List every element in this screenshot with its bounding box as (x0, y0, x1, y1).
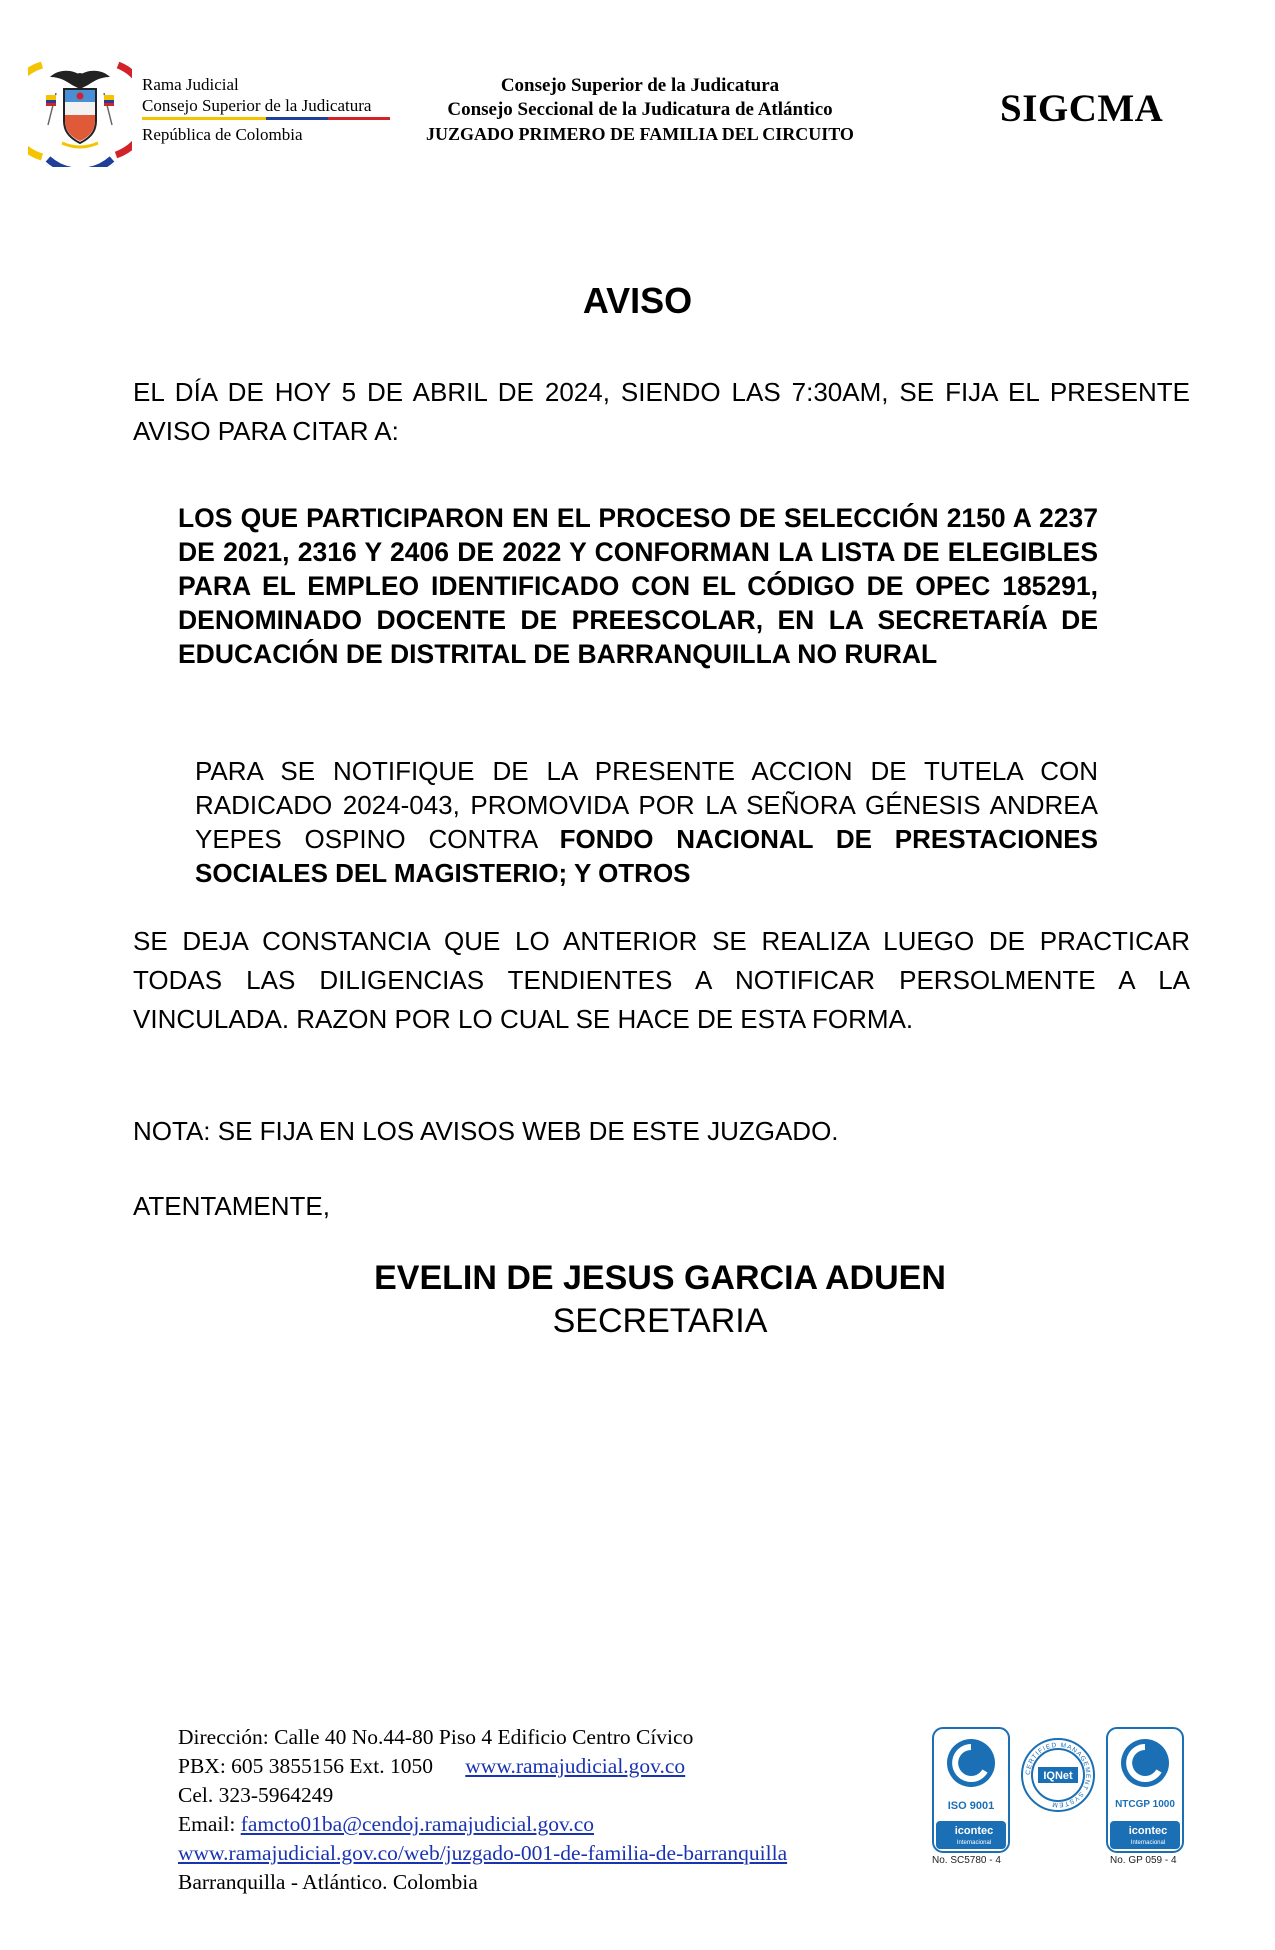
email-line (178, 1810, 938, 1839)
iqnet-certification-icon (1020, 1737, 1096, 1813)
cited-parties-paragraph: LOS QUE PARTICIPARON EN EL PROCESO DE SELECCIÓN 2150 A 2237 DE 2021, 2316 Y 2406 DE 2022 Y CONFORMAN LA LISTA DE ELEGIBLES PARA EL EMPLEO IDENTIFICADO CON EL CÓDIGO DE OPEC 185291, DENOMINADO DOCENTE DE PREESCOLAR, EN LA SECRETARÍA DE EDUCACIÓN DE DISTRITAL DE BARRANQUILLA NO RURAL (178, 503, 1098, 669)
court-header (320, 74, 960, 146)
website-link[interactable]: www.ramajudicial.gov.co (465, 1754, 686, 1778)
signature-block (0, 1257, 1275, 1343)
signer-role: SECRETARIA (552, 1302, 768, 1340)
iso-issuer-sub: Internacional (956, 1840, 992, 1846)
certification-logos (932, 1727, 1192, 1869)
intro-paragraph: EL DÍA DE HOY 5 DE ABRIL DE 2024, SIENDO LAS 7:30AM, SE FIJA EL PRESENTE AVISO PARA CITAR A: (133, 377, 1190, 446)
iso-issuer: icontec (954, 1825, 994, 1837)
iso-cert-number: No. SC5780 - 4 (932, 1855, 1001, 1866)
court-url-line (178, 1839, 938, 1868)
contact-block (178, 1723, 938, 1897)
ntcgp-issuer: icontec (1128, 1825, 1168, 1837)
pbx-text: PBX: 605 3855156 Ext. 1050 (178, 1754, 434, 1778)
note-paragraph: NOTA: SE FIJA EN LOS AVISOS WEB DE ESTE JUZGADO. (133, 1116, 839, 1146)
ntcgp-1000-certification-icon (1106, 1727, 1184, 1853)
iso-9001-certification-icon (932, 1727, 1010, 1853)
cell-line: Cel. 323-5964249 (178, 1783, 334, 1807)
org-line-republic: República de Colombia (142, 125, 303, 144)
page-title: AVISO (582, 280, 693, 321)
court-url-link[interactable]: www.ramajudicial.gov.co/web/juzgado-001-de-familia-de-barranquilla (178, 1841, 788, 1865)
defendant-name: FONDO NACIONAL DE PRESTACIONES SOCIALES DEL MAGISTERIO; Y OTROS (195, 824, 1098, 888)
iqnet-label: IQNet (1043, 1770, 1073, 1782)
ntcgp-label: NTCGP 1000 (1115, 1799, 1175, 1810)
ntcgp-issuer-sub: Internacional (1130, 1840, 1166, 1846)
court-name: JUZGADO PRIMERO DE FAMILIA DEL CIRCUITO (426, 124, 854, 144)
org-line-judicial-branch: Rama Judicial (142, 75, 239, 94)
notification-paragraph (195, 754, 1098, 890)
ntcgp-cert-number: No. GP 059 - 4 (1110, 1855, 1177, 1866)
council-line-sectional: Consejo Seccional de la Judicatura de Atlántico (447, 99, 833, 120)
city-line: Barranquilla - Atlántico. Colombia (178, 1870, 478, 1894)
council-line-superior: Consejo Superior de la Judicatura (500, 75, 780, 96)
signer-name: EVELIN DE JESUS GARCIA ADUEN (374, 1259, 946, 1297)
notification-text: PARA SE NOTIFIQUE DE LA PRESENTE ACCION DE TUTELA CON RADICADO 2024-043, PROMOVIDA POR LA SEÑORA GÉNESIS ANDREA YEPES OSPINO CONTRA (195, 756, 1098, 854)
system-label: SIGCMA (1000, 87, 1164, 130)
email-link[interactable]: famcto01ba@cendoj.ramajudicial.gov.co (240, 1812, 595, 1836)
colombia-coat-of-arms-logo (28, 55, 132, 167)
record-paragraph: SE DEJA CONSTANCIA QUE LO ANTERIOR SE REALIZA LUEGO DE PRACTICAR TODAS LAS DILIGENCIAS TENDIENTES A NOTIFICAR PERSOLMENTE A LA VINCULADA. RAZON POR LO CUAL SE HACE DE ESTA FORMA. (133, 926, 1190, 1034)
closing-salutation: ATENTAMENTE, (133, 1191, 330, 1221)
org-line-superior-council: Consejo Superior de la Judicatura (142, 96, 372, 115)
phone-line (178, 1752, 938, 1781)
iqnet-ring-text: CERTIFIED MANAGEMENT SYSTEM (1024, 1741, 1092, 1809)
email-label: Email: (178, 1812, 236, 1836)
iso-label: ISO 9001 (947, 1800, 995, 1812)
address-line: Dirección: Calle 40 No.44-80 Piso 4 Edificio Centro Cívico (178, 1725, 694, 1749)
